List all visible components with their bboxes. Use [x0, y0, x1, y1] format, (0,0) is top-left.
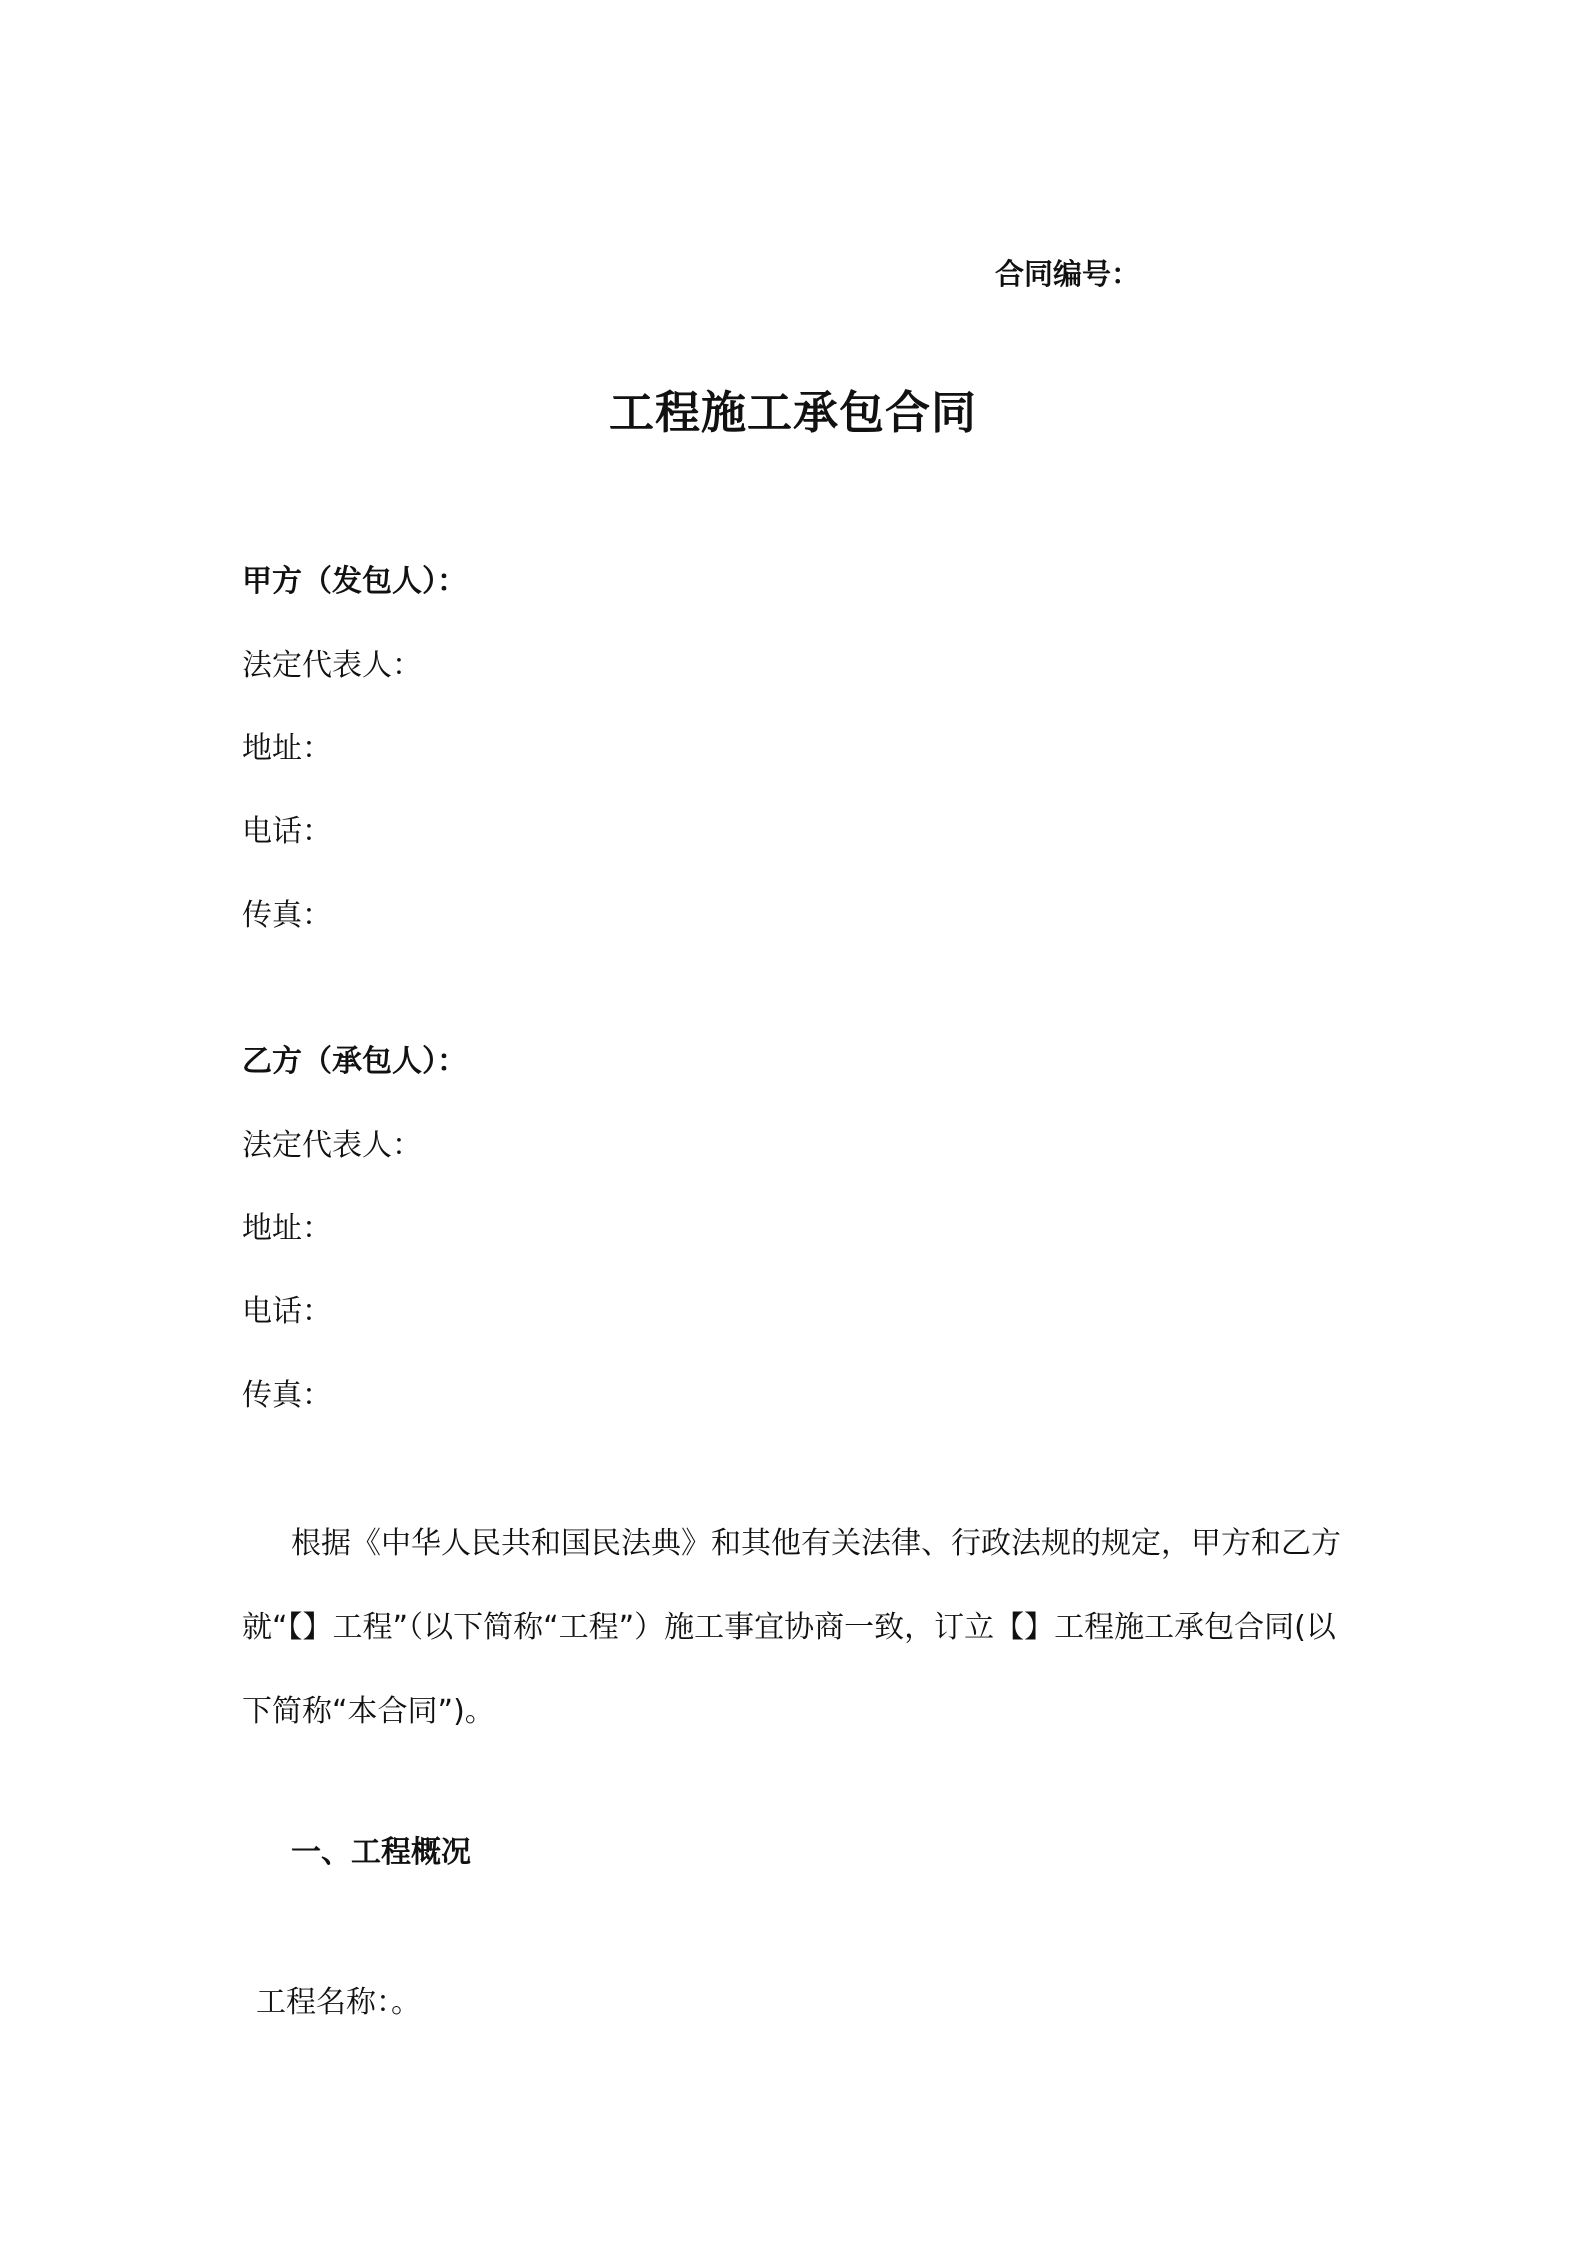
- project-name-field: 工程名称：。: [256, 1985, 421, 2020]
- party-a-address: 地址：: [242, 731, 332, 766]
- party-b-fax: 传真：: [242, 1378, 332, 1413]
- party-a-legal-rep: 法定代表人：: [242, 648, 422, 683]
- preamble-paragraph: 根据《中华人民共和国民法典》和其他有关法律、行政法规的规定，甲方和乙方就“【】工程”（以下简称“工程”）施工事宜协商一致，订立【】工程施工承包合同(以下简称“本合同”)。: [242, 1526, 1341, 1729]
- party-a-phone: 电话：: [242, 814, 332, 849]
- section-1-heading: 一、工程概况: [291, 1835, 471, 1870]
- party-b-phone: 电话：: [242, 1294, 332, 1329]
- party-b-heading: 乙方（承包人）：: [242, 1044, 467, 1079]
- contract-number-label: 合同编号：: [995, 257, 1141, 291]
- party-b-address: 地址：: [242, 1211, 332, 1246]
- party-a-heading: 甲方（发包人）：: [242, 564, 467, 599]
- party-a-fax: 传真：: [242, 898, 332, 933]
- party-b-legal-rep: 法定代表人：: [242, 1128, 422, 1163]
- document-title: 工程施工承包合同: [608, 386, 977, 439]
